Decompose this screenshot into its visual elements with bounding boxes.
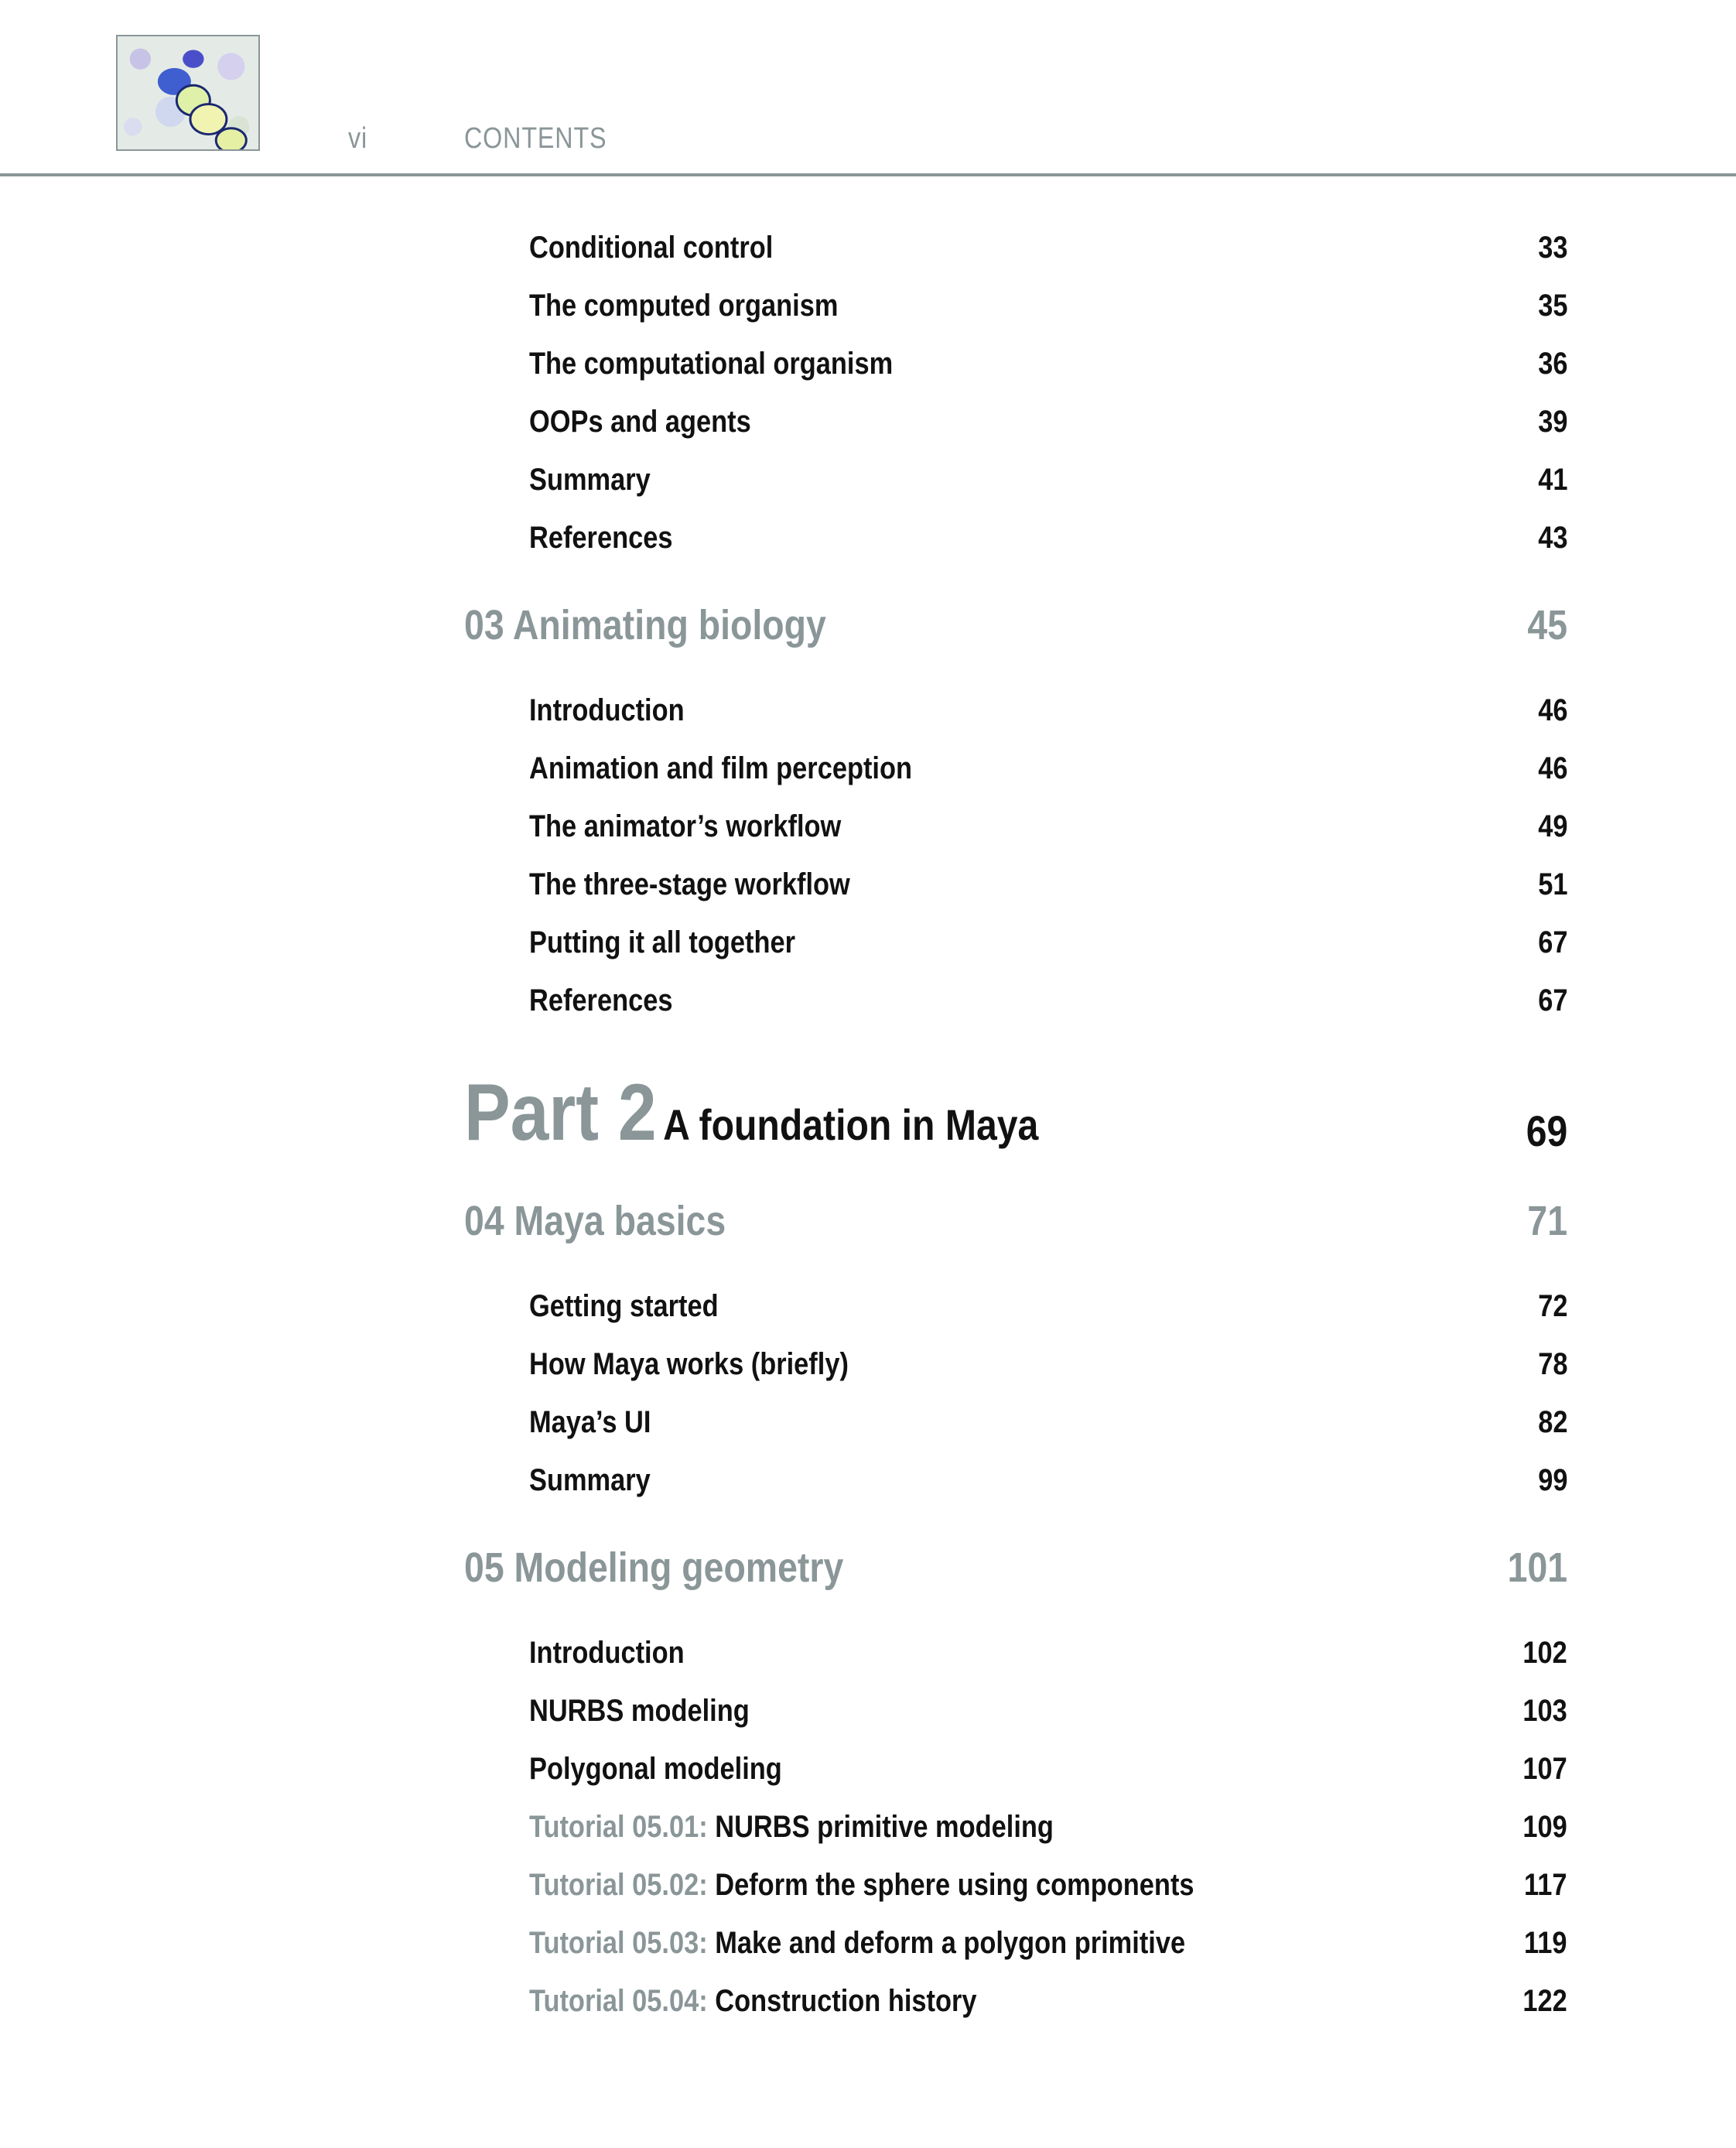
chapter-page: 71 — [1527, 1198, 1567, 1244]
toc-entry[interactable] — [529, 803, 1567, 850]
toc-entry-page: 99 — [1537, 1462, 1567, 1497]
toc-entry-page: 46 — [1537, 751, 1567, 785]
toc-entry[interactable] — [529, 340, 1567, 387]
cell-thumbnail-image — [116, 35, 260, 151]
chapter-page: 45 — [1527, 602, 1567, 648]
toc-entry-page: 51 — [1537, 867, 1567, 901]
tutorial-prefix: Tutorial 05.04: — [529, 1983, 708, 2018]
toc-entry[interactable] — [529, 457, 1567, 503]
toc-entry[interactable] — [529, 1283, 1567, 1329]
toc-entry-page: 43 — [1537, 520, 1567, 555]
part-title: A foundation in Maya — [663, 1100, 1039, 1149]
toc-part-heading[interactable] — [464, 1066, 1567, 1159]
toc-tutorial-entry[interactable] — [529, 1920, 1567, 1966]
toc-entry-label: References — [529, 983, 673, 1018]
toc-entry-page: 36 — [1537, 346, 1567, 381]
toc-entry-label: OOPs and agents — [529, 404, 751, 439]
toc-entry-label: Polygonal modeling — [529, 1751, 782, 1786]
toc-entry-page: 35 — [1537, 288, 1567, 323]
toc-entry[interactable] — [529, 919, 1567, 966]
toc-entry[interactable] — [529, 224, 1567, 271]
toc-entry[interactable] — [529, 1746, 1567, 1792]
toc-entry-label: Conditional control — [529, 230, 774, 265]
toc-entry[interactable] — [529, 282, 1567, 329]
toc-entry-page: 67 — [1537, 983, 1567, 1018]
chapter-page: 101 — [1507, 1544, 1567, 1591]
toc-entry-page: 46 — [1537, 693, 1567, 727]
toc-entry[interactable] — [529, 1688, 1567, 1734]
toc-entry-label: Putting it all together — [529, 925, 795, 959]
toc-entry-page: 82 — [1537, 1404, 1567, 1439]
chapter-title: 04 Maya basics — [464, 1198, 726, 1244]
part-number: Part 2 — [464, 1068, 657, 1158]
tutorial-title: Make and deform a polygon primitive — [715, 1925, 1186, 1960]
toc-chapter-heading[interactable] — [464, 1190, 1567, 1252]
toc-entry-label: Getting started — [529, 1288, 719, 1323]
toc-entry[interactable] — [529, 687, 1567, 734]
running-head-section: CONTENTS — [464, 122, 607, 155]
toc-entry-label: References — [529, 520, 673, 555]
toc-tutorial-entry[interactable] — [529, 1978, 1567, 2024]
toc-entry-label: NURBS modeling — [529, 1693, 750, 1728]
tutorial-title: Deform the sphere using components — [715, 1867, 1194, 1902]
toc-entry[interactable] — [529, 398, 1567, 445]
toc-entry[interactable] — [529, 745, 1567, 792]
tutorial-title: Construction history — [715, 1983, 977, 2018]
toc-tutorial-entry[interactable] — [529, 1862, 1567, 1908]
toc-entry-page: 67 — [1537, 925, 1567, 959]
toc-entry-page: 39 — [1537, 404, 1567, 439]
chapter-title: 05 Modeling geometry — [464, 1544, 844, 1591]
toc-entry-label: The three-stage workflow — [529, 867, 850, 901]
toc-tutorial-entry[interactable] — [529, 1804, 1567, 1850]
toc-entry-page: 72 — [1537, 1288, 1567, 1323]
header-rule — [0, 173, 1736, 176]
toc-entry-label: Introduction — [529, 1635, 685, 1670]
toc-entry-page: 78 — [1537, 1346, 1567, 1381]
toc-entry-page: 122 — [1522, 1983, 1567, 2018]
toc-entry-page: 41 — [1537, 462, 1567, 497]
toc-entry-label: The computed organism — [529, 288, 839, 323]
toc-entry-label: How Maya works (briefly) — [529, 1346, 849, 1381]
toc-entry-page: 49 — [1537, 809, 1567, 843]
toc-chapter-heading[interactable] — [464, 594, 1567, 656]
toc-chapter-heading[interactable] — [464, 1537, 1567, 1599]
tutorial-title: NURBS primitive modeling — [715, 1809, 1054, 1844]
toc-entry-page: 102 — [1522, 1635, 1567, 1670]
tutorial-prefix: Tutorial 05.01: — [529, 1809, 708, 1844]
toc-entry[interactable] — [529, 1457, 1567, 1503]
toc-entry-label: Maya’s UI — [529, 1404, 651, 1439]
toc-entry-label: Introduction — [529, 693, 685, 727]
toc-entry[interactable] — [529, 861, 1567, 908]
part-page: 69 — [1526, 1106, 1567, 1155]
toc-entry-label: Animation and film perception — [529, 751, 913, 785]
toc-entry[interactable] — [529, 1341, 1567, 1387]
toc-entry-label: The animator’s workflow — [529, 809, 842, 843]
toc-entry[interactable] — [529, 515, 1567, 561]
chapter-title: 03 Animating biology — [464, 602, 826, 648]
toc-entry-page: 117 — [1524, 1867, 1567, 1902]
toc-entry[interactable] — [529, 1399, 1567, 1445]
page-folio: vi — [348, 122, 368, 155]
toc-entry-label: The computational organism — [529, 346, 894, 381]
toc-entry-label: Summary — [529, 1462, 651, 1497]
toc-entry[interactable] — [529, 1630, 1567, 1676]
toc-entry[interactable] — [529, 977, 1567, 1024]
tutorial-prefix: Tutorial 05.02: — [529, 1867, 708, 1902]
toc-entry-page: 109 — [1522, 1809, 1567, 1844]
toc-entry-page: 107 — [1522, 1751, 1567, 1786]
tutorial-prefix: Tutorial 05.03: — [529, 1925, 708, 1960]
toc-entry-page: 103 — [1522, 1693, 1567, 1728]
toc-entry-page: 33 — [1537, 230, 1567, 265]
toc-entry-label: Summary — [529, 462, 651, 497]
toc-entry-page: 119 — [1524, 1925, 1567, 1960]
